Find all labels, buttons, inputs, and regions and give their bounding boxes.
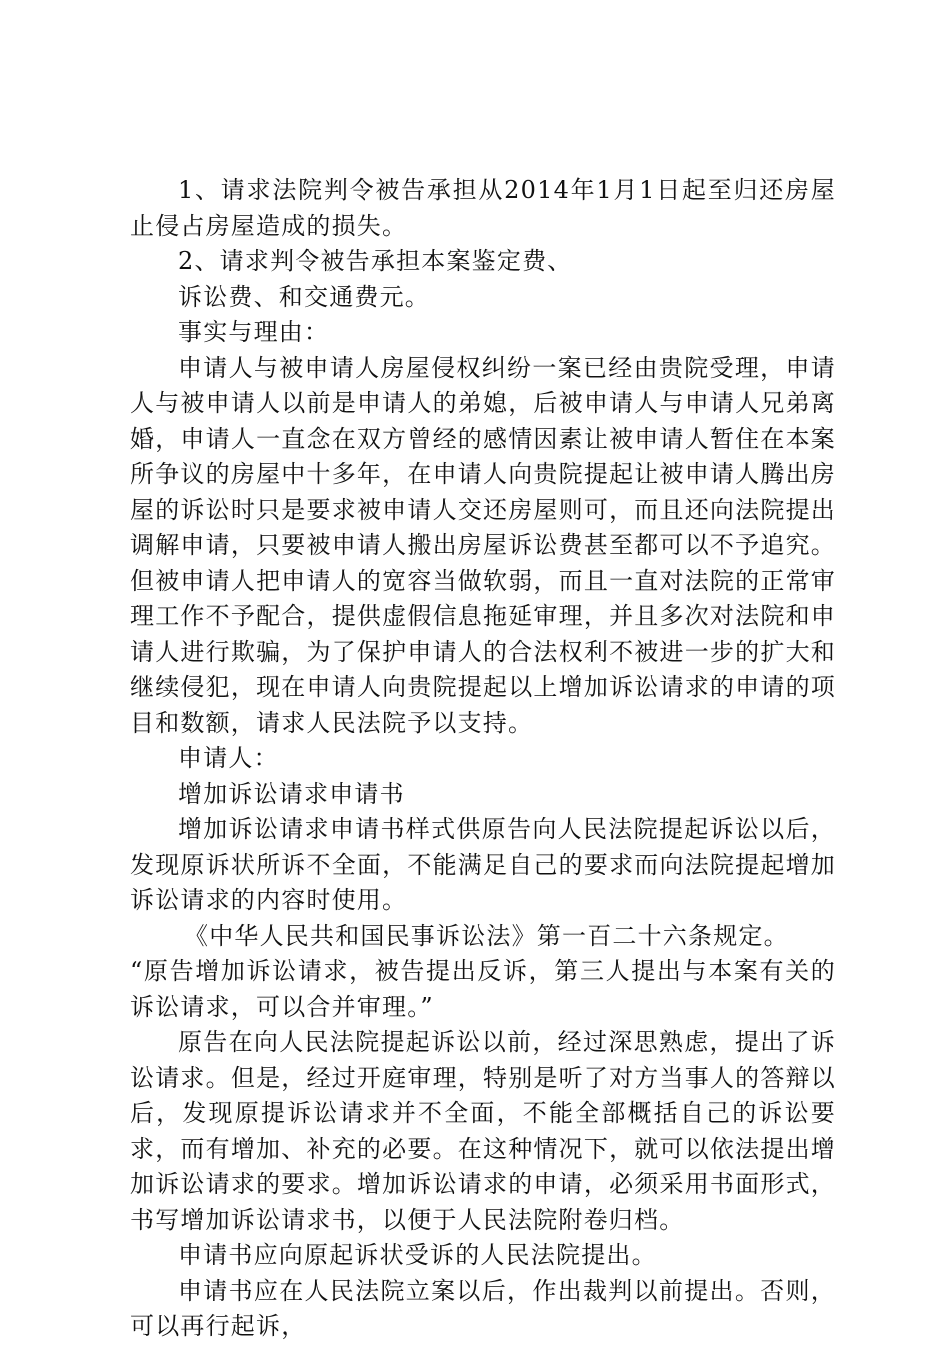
paragraph-section-title: 增加诉讼请求申请书: [178, 779, 405, 808]
paragraph-explanation: 原告在向人民法院提起诉讼以前，经过深思熟虑，提出了诉讼请求。但是，经过开庭审理，特别是听了对方当事人的答辩以后，发现原提诉讼请求并不全面，不能全部概括自己的诉讼要求，而有增加、补充的必要。在这种情况下，就可以依法提出增加诉讼请求的要求。增加诉讼请求的申请，必须采用书面形式，书写增加诉讼请求书，以便于人民法院附卷归档。: [130, 1028, 836, 1234]
document-body: [130, 173, 836, 1345]
paragraph-court-venue: 申请书应向原起诉状受诉的人民法院提出。: [178, 1241, 657, 1269]
paragraph-facts-heading: 事实与理由：: [178, 318, 330, 346]
paragraph-claim-2: 2、请求判令被告承担本案鉴定费、: [178, 247, 573, 275]
paragraph-timing: 申请书应在人民法院立案以后，作出裁判以前提出。否则，可以再行起诉，: [130, 1276, 836, 1340]
paragraph-claim-1: 1、请求法院判令被告承担从2014年1月1日起至归还房屋止侵占房屋造成的损失。: [130, 176, 836, 240]
paragraph-law-citation: 《中华人民共和国民事诉讼法》第一百二十六条规定。: [184, 921, 789, 950]
paragraph-law-quote: “原告增加诉讼请求，被告提出反诉，第三人提出与本案有关的诉讼请求，可以合并审理。”: [130, 957, 836, 1021]
paragraph-applicant-label: 申请人：: [178, 744, 279, 772]
paragraph-usage-note: 增加诉讼请求申请书样式供原告向人民法院提起诉讼以后，发现原诉状所诉不全面，不能满足自己的要求而向法院提起增加诉讼请求的内容时使用。: [130, 815, 836, 914]
paragraph-facts-body: 申请人与被申请人房屋侵权纠纷一案已经由贵院受理，申请人与被申请人以前是申请人的弟媳，后被申请人与申请人兄弟离婚，申请人一直念在双方曾经的感情因素让被申请人暂住在本案所争议的房屋中十多年，在申请人向贵院提起让被申请人腾出房屋的诉讼时只是要求被申请人交还房屋则可，而且还向法院提出调解申请，只要被申请人搬出房屋诉讼费甚至都可以不予追究。但被申请人把申请人的宽容当做软弱，而且一直对法院的正常审理工作不予配合，提供虚假信息拖延审理，并且多次对法院和申请人进行欺骗，为了保护申请人的合法权利不被进一步的扩大和继续侵犯，现在申请人向贵院提起以上增加诉讼请求的申请的项目和数额，请求人民法院予以支持。: [130, 353, 836, 737]
paragraph-claim-2-continued: 诉讼费、和交通费元。: [178, 282, 430, 311]
